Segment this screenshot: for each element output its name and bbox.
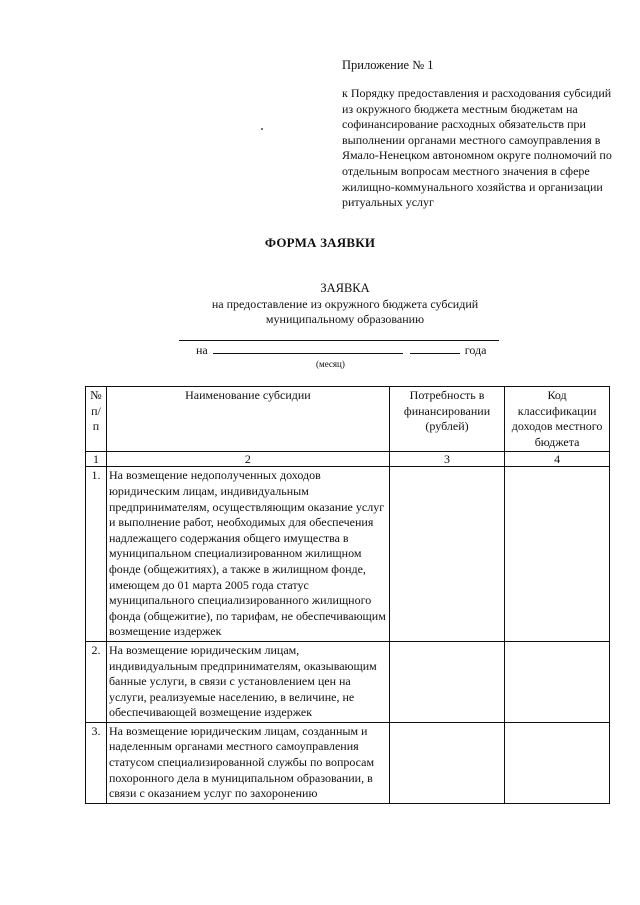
need-cell[interactable] (389, 467, 504, 642)
column-number: 4 (505, 452, 610, 467)
request-subtitle (0, 297, 640, 327)
code-cell[interactable] (505, 641, 610, 722)
column-number-row (86, 452, 610, 467)
month-blank (213, 343, 403, 354)
request-subtitle-line-2: муниципальному образованию (265, 312, 425, 326)
appendix-number: Приложение № 1 (342, 58, 434, 72)
scan-speck (261, 128, 263, 130)
table-row (86, 722, 610, 803)
code-cell[interactable] (505, 722, 610, 803)
year-label: года (464, 343, 487, 357)
period-row (196, 343, 486, 358)
subsidy-table (85, 386, 610, 804)
column-number: 1 (86, 452, 107, 467)
appendix-text: к Порядку предоставления и расходования субсидий из окружного бюджета местным бюджетам на софинансирование расходных обязательств при выполнении органами местного самоуправления в Ямало-Ненецком автономном округе полномочий по отдельным вопросам местного значения в сфере жилищно-коммунального хозяйства и организации ритуальных услуг (342, 86, 612, 210)
request-title: ЗАЯВКА (320, 281, 370, 295)
month-note: (месяц) (316, 359, 345, 369)
on-label: на (196, 343, 208, 357)
header-name: Наименование субсидии (106, 387, 389, 452)
need-cell[interactable] (389, 641, 504, 722)
table-header-row (86, 387, 610, 452)
column-number: 2 (106, 452, 389, 467)
header-num: № п/п (86, 387, 107, 452)
year-blank (410, 343, 460, 354)
subsidy-name: На возмещение юридическим лицам, созданным и наделенным органами местного самоуправления статусом специализированной службы по вопросам похоронного дела в муниципальном образовании, в связи с оказанием услуг по захоронению (106, 722, 389, 803)
row-number: 1. (86, 467, 107, 642)
need-cell[interactable] (389, 722, 504, 803)
request-subtitle-line-1: на предоставление из окружного бюджета субсидий (211, 297, 479, 311)
table-row (86, 641, 610, 722)
table-row (86, 467, 610, 642)
row-number: 2. (86, 641, 107, 722)
subsidy-name: На возмещение юридическим лицам, индивидуальным предпринимателям, оказывающим банные услуги, в связи с установлением цен на услуги, реализуемые населению, в величине, не обеспечивающей возмещение издержек (106, 641, 389, 722)
header-code: Код классификации доходов местного бюджета (505, 387, 610, 452)
subsidy-name: На возмещение недополученных доходов юридическим лицам, индивидуальным предпринимателям, осуществляющим оказание услуг и выполнение работ, необходимых для обеспечения надлежащего содержания общего имущества в муниципальном специализированном жилищном фонде (общежитиях), а также в жилищном фонде, имеющем до 01 марта 2005 года статус муниципального специализированного жилищного фонда (общежитие), по тарифам, не обеспечивающим возмещение издержек (106, 467, 389, 642)
code-cell[interactable] (505, 467, 610, 642)
row-number: 3. (86, 722, 107, 803)
form-title: ФОРМА ЗАЯВКИ (264, 235, 376, 250)
header-need: Потребность в финансировании (рублей) (389, 387, 504, 452)
municipality-blank-line (179, 340, 499, 341)
column-number: 3 (389, 452, 504, 467)
